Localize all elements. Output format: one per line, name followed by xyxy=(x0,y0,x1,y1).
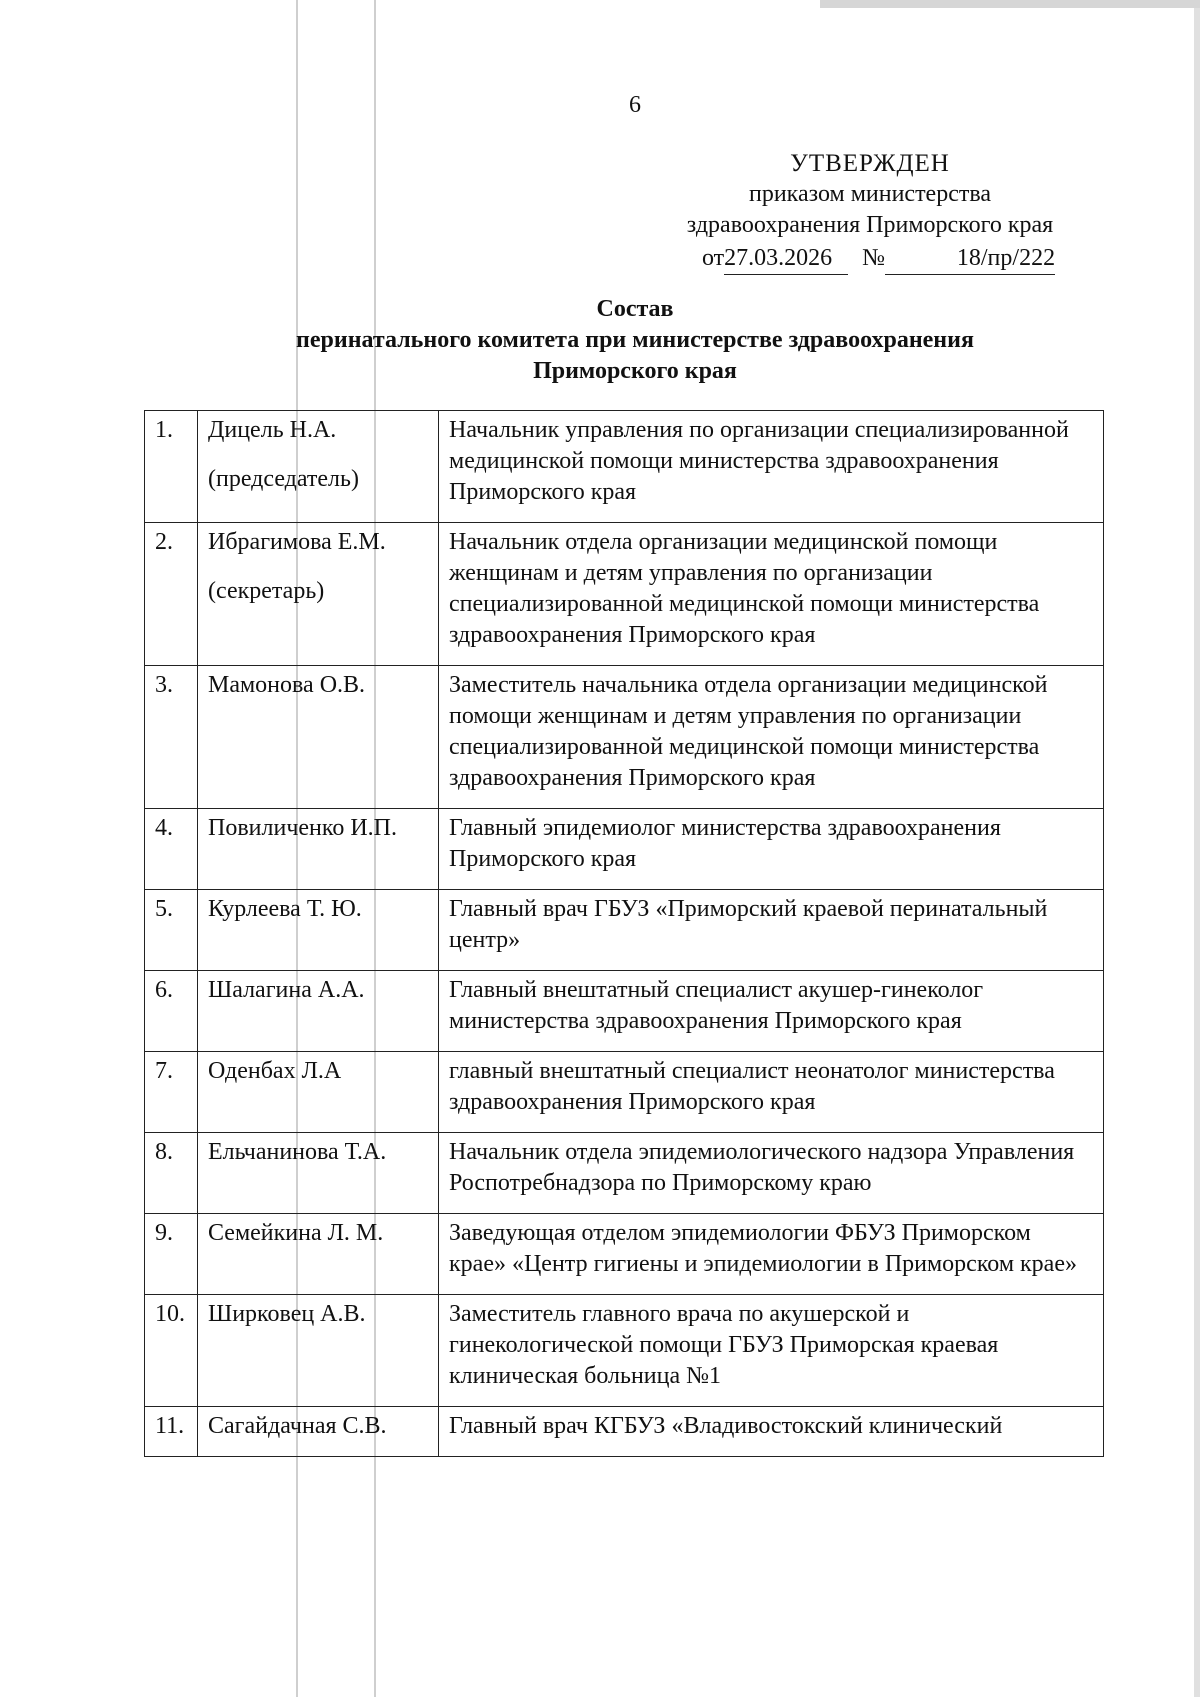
table-row xyxy=(145,1295,1104,1407)
member-name: Ширковец А.В. xyxy=(208,1301,366,1327)
heading-line: перинатального комитета при министерстве здравоохранения xyxy=(296,327,974,353)
member-name: Курлеева Т. Ю. xyxy=(208,896,362,922)
table-row xyxy=(145,809,1104,890)
member-name: Семейкина Л. М. xyxy=(208,1220,384,1246)
member-position: Заведующая отделом эпидемиологии ФБУЗ Приморском крае» «Центр гигиены и эпидемиологии в Приморском крае» xyxy=(439,1214,1104,1295)
member-name: Повиличенко И.П. xyxy=(208,815,397,841)
member-position: Главный врач ГБУЗ «Приморский краевой перинатальный центр» xyxy=(439,890,1104,971)
approval-block xyxy=(640,148,1100,275)
page-number: 6 xyxy=(629,92,641,118)
order-number: 18/пр/222 xyxy=(885,243,1055,275)
member-number: 3. xyxy=(145,666,198,809)
member-number: 9. xyxy=(145,1214,198,1295)
heading-line: Состав xyxy=(596,296,674,322)
member-number: 6. xyxy=(145,971,198,1052)
member-name-cell xyxy=(198,1052,439,1133)
member-name: Шалагина А.А. xyxy=(208,977,365,1003)
table-row xyxy=(145,523,1104,666)
committee-table xyxy=(144,410,1104,1457)
member-name: Оденбах Л.А xyxy=(208,1058,342,1084)
member-name-cell xyxy=(198,523,439,666)
member-number: 10. xyxy=(145,1295,198,1407)
order-reference xyxy=(640,243,1100,275)
member-name-cell xyxy=(198,1214,439,1295)
member-name: Дицель Н.А. xyxy=(208,417,337,443)
document-heading xyxy=(140,294,1130,387)
member-number: 11. xyxy=(145,1407,198,1457)
member-name: Мамонова О.В. xyxy=(208,672,366,698)
approval-line: здравоохранения Приморского края xyxy=(686,212,1054,238)
member-position: Начальник отдела организации медицинской помощи женщинам и детям управления по организации специализированной медицинской помощи министерства здравоохранения Приморского края xyxy=(439,523,1104,666)
table-row xyxy=(145,890,1104,971)
number-sign: № xyxy=(862,245,886,271)
member-name-cell xyxy=(198,971,439,1052)
member-number: 5. xyxy=(145,890,198,971)
member-position: Главный эпидемиолог министерства здравоохранения Приморского края xyxy=(439,809,1104,890)
member-position: Главный внештатный специалист акушер-гинеколог министерства здравоохранения Приморского края xyxy=(439,971,1104,1052)
member-name-cell xyxy=(198,809,439,890)
member-position: Заместитель главного врача по акушерской и гинекологической помощи ГБУЗ Приморская краевая клиническая больница №1 xyxy=(439,1295,1104,1407)
member-position: Главный врач КГБУЗ «Владивостокский клинический xyxy=(439,1407,1104,1457)
member-position: Начальник управления по организации специализированной медицинской помощи министерства здравоохранения Приморского края xyxy=(439,411,1104,523)
member-name: Ельчанинова Т.А. xyxy=(208,1139,387,1165)
member-name-cell xyxy=(198,666,439,809)
approval-line: приказом министерства xyxy=(748,181,992,207)
member-role-note: (председатель) xyxy=(208,466,359,492)
member-number: 8. xyxy=(145,1133,198,1214)
table-row xyxy=(145,971,1104,1052)
heading-line: Приморского края xyxy=(533,358,737,384)
table-row xyxy=(145,411,1104,523)
approval-title: УТВЕРЖДЕН xyxy=(790,150,950,177)
table-row xyxy=(145,1214,1104,1295)
table-row xyxy=(145,1052,1104,1133)
date-prefix: от xyxy=(702,245,725,271)
member-name-cell xyxy=(198,1295,439,1407)
order-date: 27.03.2026 xyxy=(724,243,848,275)
table-row xyxy=(145,666,1104,809)
member-number: 1. xyxy=(145,411,198,523)
member-name-cell xyxy=(198,1407,439,1457)
member-role-note: (секретарь) xyxy=(208,578,325,604)
scan-edge xyxy=(820,0,1200,8)
member-name-cell xyxy=(198,1133,439,1214)
member-number: 4. xyxy=(145,809,198,890)
member-name: Ибрагимова Е.М. xyxy=(208,529,386,555)
member-name-cell xyxy=(198,890,439,971)
table-row xyxy=(145,1407,1104,1457)
member-name-cell xyxy=(198,411,439,523)
member-position: Начальник отдела эпидемиологического надзора Управления Роспотребнадзора по Приморскому краю xyxy=(439,1133,1104,1214)
table-row xyxy=(145,1133,1104,1214)
member-position: главный внештатный специалист неонатолог министерства здравоохранения Приморского края xyxy=(439,1052,1104,1133)
scan-edge xyxy=(1194,0,1200,1697)
member-position: Заместитель начальника отдела организации медицинской помощи женщинам и детям управления по организации специализированной медицинской помощи министерства здравоохранения Приморского края xyxy=(439,666,1104,809)
member-number: 7. xyxy=(145,1052,198,1133)
member-number: 2. xyxy=(145,523,198,666)
member-name: Сагайдачная С.В. xyxy=(208,1413,387,1439)
